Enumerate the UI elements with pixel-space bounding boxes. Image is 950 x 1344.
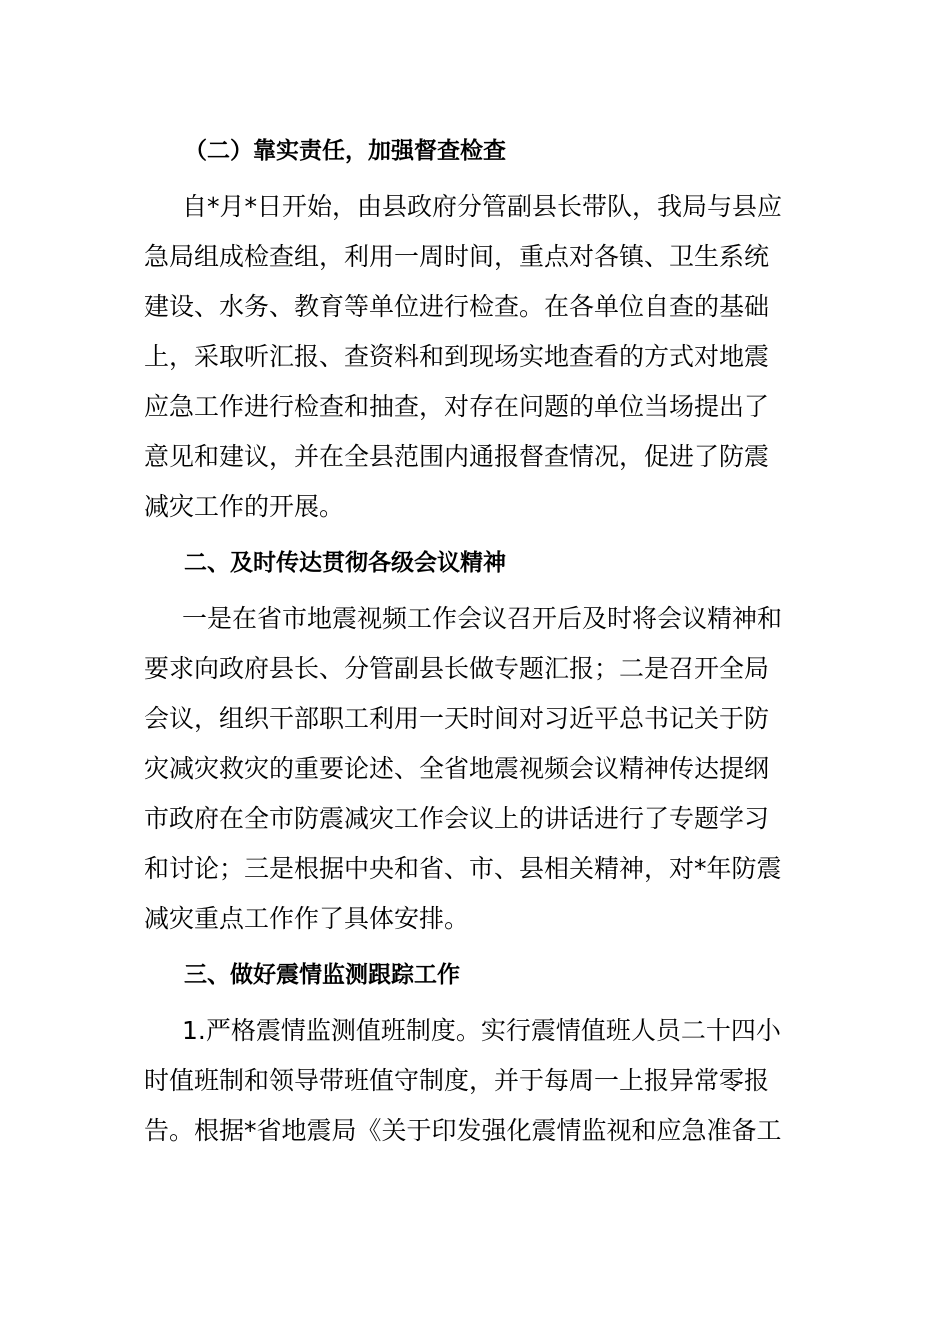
text-line: 要求向政府县长、分管副县长做专题汇报；二是召开全局 [144,654,770,683]
text-line: 告。根据*省地震局《关于印发强化震情监视和应急准备工 [144,1116,782,1145]
text-line: 市政府在全市防震减灾工作会议上的讲话进行了专题学习 [144,804,770,833]
text-line: 减灾重点工作作了具体安排。 [144,904,470,933]
text-line: 1.严格震情监测值班制度。实行震情值班人员二十四小 [182,1016,781,1045]
section-heading-1: （二）靠实责任，加强督查检查 [184,138,506,164]
section-heading-3: 三、做好震情监测跟踪工作 [184,962,460,988]
text-line: 应急工作进行检查和抽查，对存在问题的单位当场提出了 [144,392,770,421]
paragraph-3 [144,1006,808,1156]
text-line: 上，采取听汇报、查资料和到现场实地查看的方式对地震 [144,342,770,371]
text-line: 减灾工作的开展。 [144,492,345,521]
text-line: 一是在省市地震视频工作会议召开后及时将会议精神和 [182,604,783,633]
text-line: 会议，组织干部职工利用一天时间对习近平总书记关于防 [144,704,770,733]
paragraph-2 [144,594,808,944]
text-line: 灾减灾救灾的重要论述、全省地震视频会议精神传达提纲 [144,754,770,783]
section-heading-2: 二、及时传达贯彻各级会议精神 [184,550,506,576]
text-line: 急局组成检查组，利用一周时间，重点对各镇、卫生系统 [144,242,770,271]
text-line: 自*月*日开始，由县政府分管副县长带队，我局与县应 [182,192,783,221]
text-line: 和讨论；三是根据中央和省、市、县相关精神，对*年防震 [144,854,782,883]
text-line: 时值班制和领导带班值守制度，并于每周一上报异常零报 [144,1066,770,1095]
text-line: 意见和建议，并在全县范围内通报督查情况，促进了防震 [144,442,770,471]
paragraph-1 [144,182,808,532]
text-line: 建设、水务、教育等单位进行检查。在各单位自查的基础 [144,292,770,321]
document-page [144,126,808,1162]
